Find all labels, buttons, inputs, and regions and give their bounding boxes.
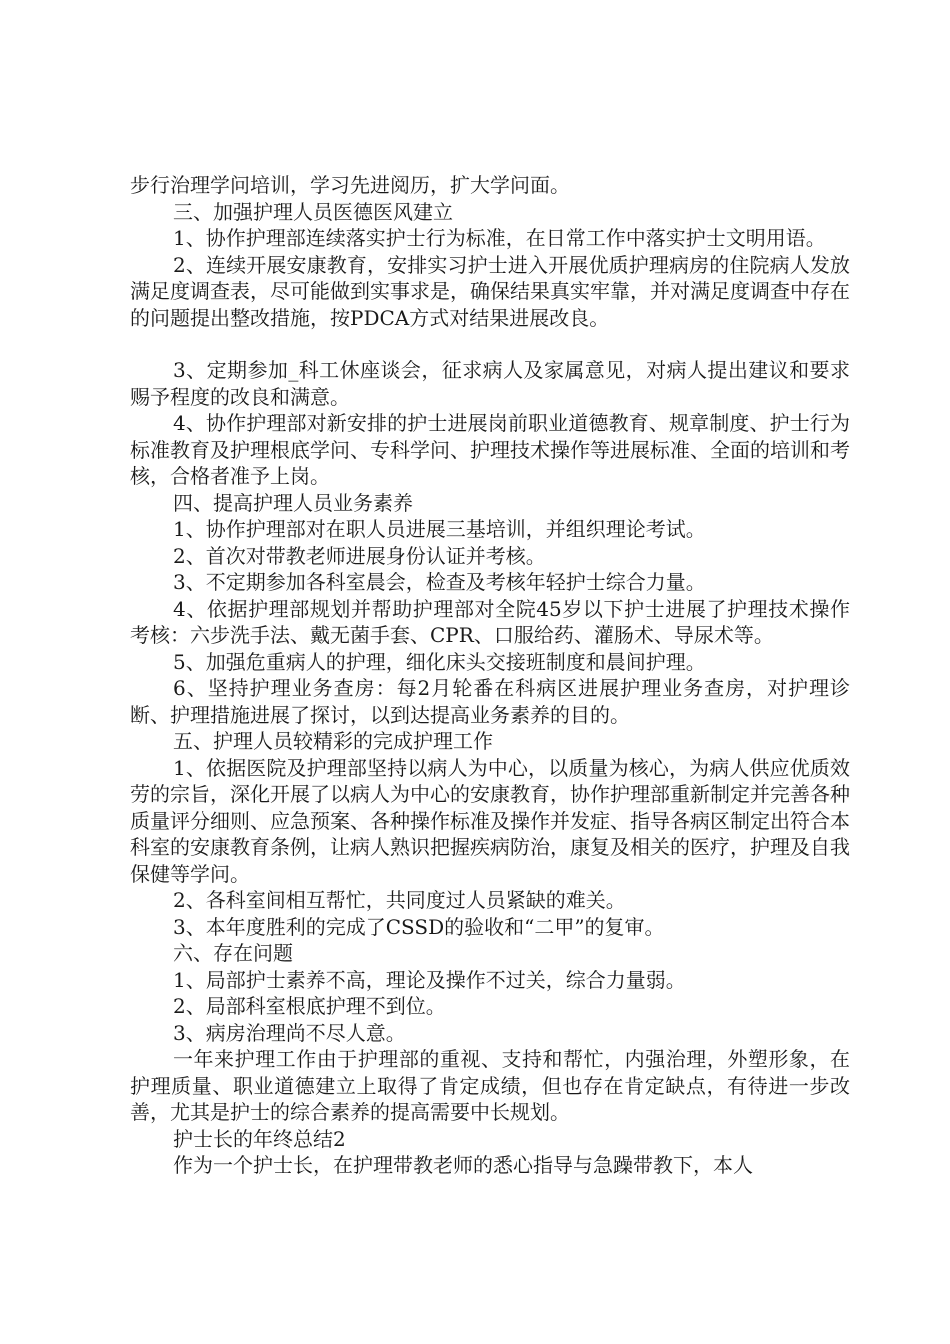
paragraph: 3、本年度胜利的完成了CSSD的验收和“二甲”的复审。: [173, 914, 665, 939]
paragraph: 1、协作护理部对在职人员进展三基培训，并组织理论考试。: [173, 517, 706, 541]
paragraph: 5、加强危重病人的护理，细化床头交接班制度和晨间护理。: [173, 649, 706, 674]
document-page: [130, 172, 850, 1179]
paragraph: 作为一个护士长，在护理带教老师的悉心指导与急躁带教下，本人: [173, 1153, 753, 1177]
paragraph: 1、局部护士素养不高，理论及操作不过关，综合力量弱。: [173, 967, 686, 992]
paragraph: 6、坚持护理业务查房：每2月轮番在科病区进展护理业务查房，对护理诊断、护理措施进展了探讨，以到达提高业务素养的目的。: [130, 676, 850, 727]
section-heading-4: 四、提高护理人员业务素养: [173, 490, 413, 515]
paragraph: 3、定期参加_科工休座谈会，征求病人及家属意见，对病人提出建议和要求赐予程度的改良和满意。: [130, 358, 850, 409]
paragraph-summary: 一年来护理工作由于护理部的重视、支持和帮忙，内强治理，外塑形象，在护理质量、职业道德建立上取得了肯定成绩，但也存在肯定缺点，有待进一步改善，尤其是护士的综合素养的提高需要中长规划。: [130, 1047, 850, 1124]
section-heading-3: 三、加强护理人员医德医风建立: [173, 199, 453, 224]
paragraph: 1、依据医院及护理部坚持以病人为中心，以质量为核心，为病人供应优质效劳的宗旨，深化开展了以病人为中心的安康教育，协作护理部重新制定并完善各种质量评分细则、应急预案、各种操作标准及操作并发症、指导各病区制定出符合本科室的安康教育条例，让病人熟识把握疾病防治，康复及相关的医疗，护理及自我保健等学问。: [130, 755, 850, 886]
paragraph: 2、首次对带教老师进展身份认证并考核。: [173, 543, 546, 568]
paragraph: 3、不定期参加各科室晨会，检查及考核年轻护士综合力量。: [173, 570, 706, 594]
paragraph-continuation: 步行治理学问培训，学习先进阅历，扩大学问面。: [130, 173, 570, 197]
article-title: 护士长的年终总结2: [173, 1126, 346, 1151]
paragraph: 3、病房治理尚不尽人意。: [173, 1020, 406, 1045]
paragraph: 4、协作护理部对新安排的护士进展岗前职业道德教育、规章制度、护士行为标准教育及护理根底学问、专科学问、护理技术操作等进展标准、全面的培训和考核，合格者准予上岗。: [130, 411, 850, 488]
paragraph: 1、协作护理部连续落实护士行为标准，在日常工作中落实护士文明用语。: [173, 226, 826, 250]
paragraph: 2、各科室间相互帮忙，共同度过人员紧缺的难关。: [173, 888, 626, 912]
paragraph: 2、局部科室根底护理不到位。: [173, 994, 446, 1018]
paragraph: 2、连续开展安康教育，安排实习护士进入开展优质护理病房的住院病人发放满足度调查表，尽可能做到实事求是，确保结果真实牢靠，并对满足度调查中存在的问题提出整改措施，按PDCA方式对结果进展改良。: [130, 252, 850, 330]
section-heading-5: 五、护理人员较精彩的完成护理工作: [173, 729, 493, 753]
paragraph: 4、依据护理部规划并帮助护理部对全院45岁以下护士进展了护理技术操作考核：六步洗手法、戴无菌手套、CPR、口服给药、灌肠术、导尿术等。: [130, 596, 850, 647]
section-heading-6: 六、存在问题: [173, 941, 293, 965]
